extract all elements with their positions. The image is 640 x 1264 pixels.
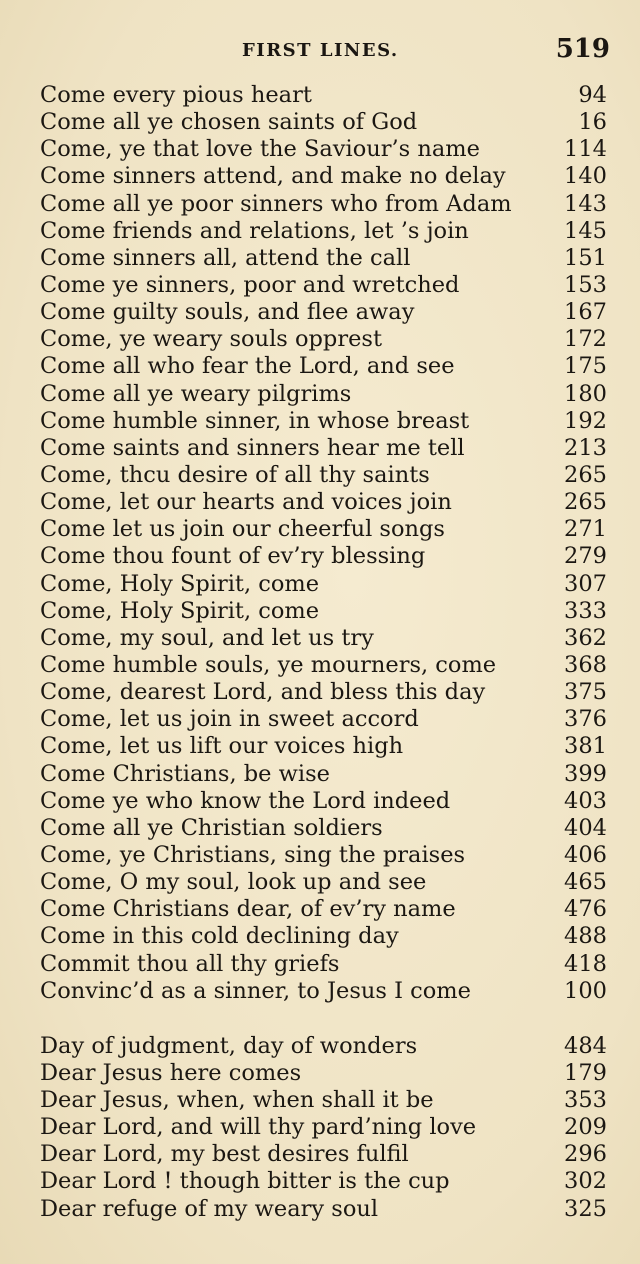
hymn-number: 153 [564,271,607,298]
hymn-number: 465 [564,869,607,896]
hymn-number: 404 [564,814,607,841]
index-entry [0,82,640,109]
index-entry [0,462,640,489]
hymn-first-line: Come let us join our cheerful songs [40,516,445,543]
hymn-first-line: Come, ye weary souls opprest [40,326,382,353]
index-entry [0,652,640,679]
hymn-number: 172 [564,326,607,353]
hymn-first-line: Come, Holy Spirit, come [40,570,320,597]
hymn-number: 100 [564,977,607,1004]
index-entry [0,706,640,733]
index-entry [0,1196,640,1223]
index-entry [0,679,640,706]
hymn-first-line: Come, let our hearts and voices join [40,489,452,516]
hymn-number: 418 [564,950,607,977]
hymn-number: 209 [564,1114,607,1141]
hymn-number: 114 [564,136,607,163]
hymn-number: 362 [564,624,607,651]
hymn-number: 353 [564,1087,607,1114]
hymn-first-line: Come, ye that love the Saviour’s name [40,136,480,163]
hymn-first-line: Convinc’d as a sinner, to Jesus I come [40,977,471,1004]
index-entry [0,923,640,950]
index-entry [0,761,640,788]
hymn-first-line: Come thou fount of ev’ry blessing [40,543,426,570]
hymn-first-line: Come, Holy Spirit, come [40,597,320,624]
index-entry [0,191,640,218]
hymn-first-line: Come, let us lift our voices high [40,733,404,760]
index-entry [0,435,640,462]
hymn-number: 325 [564,1195,607,1222]
hymn-number: 368 [564,651,607,678]
hymn-first-line: Come ye sinners, poor and wretched [40,271,460,298]
page-header [0,30,640,70]
hymn-first-line: Dear Lord, my best desires fulfil [40,1141,409,1168]
hymn-number: 265 [564,489,607,516]
index-entry [0,951,640,978]
hymn-number: 376 [564,706,607,733]
hymn-number: 484 [564,1032,607,1059]
index-entry [0,1141,640,1168]
index-entry [0,1168,640,1195]
hymn-first-line: Commit thou all thy griefs [40,950,340,977]
index-entry [0,896,640,923]
index-entry [0,543,640,570]
hymn-number: 476 [564,896,607,923]
hymn-number: 213 [564,434,607,461]
index-entry [0,408,640,435]
hymn-first-line: Come ye who know the Lord indeed [40,787,451,814]
hymn-first-line: Come humble sinner, in whose breast [40,407,470,434]
index-entry [0,353,640,380]
index-entry [0,571,640,598]
hymn-first-line: Dear Lord ! though bitter is the cup [40,1168,450,1195]
page-number: 519 [555,34,610,64]
index-entry [0,842,640,869]
hymn-first-line: Come guilty souls, and flee away [40,299,415,326]
index-entry [0,218,640,245]
index-entry [0,815,640,842]
index-entry [0,381,640,408]
hymn-first-line: Come Christians dear, of ev’ry name [40,896,456,923]
hymn-first-line: Come humble souls, ye mourners, come [40,651,497,678]
index-entry [0,272,640,299]
hymn-number: 179 [564,1059,607,1086]
hymn-number: 307 [564,570,607,597]
hymn-first-line: Dear Jesus here comes [40,1059,302,1086]
hymn-number: 180 [564,380,607,407]
hymn-number: 279 [564,543,607,570]
hymn-first-line: Come, ye Christians, sing the praises [40,841,466,868]
hymn-first-line: Come every pious heart [40,82,312,108]
hymn-number: 403 [564,787,607,814]
hymn-first-line: Come all ye weary pilgrims [40,380,352,407]
index-entry [0,299,640,326]
hymn-number: 381 [564,733,607,760]
index-entry [0,978,640,1005]
hymn-number: 488 [564,923,607,950]
index-entry [0,1114,640,1141]
hymn-first-line: Come in this cold declining day [40,923,399,950]
hymn-first-line: Come all ye Christian soldiers [40,814,383,841]
index-entry [0,1087,640,1114]
hymn-number: 175 [564,353,607,380]
hymn-number: 302 [564,1168,607,1195]
index-entry [0,733,640,760]
hymn-number: 271 [564,516,607,543]
hymn-first-line: Dear Lord, and will thy pard’ning love [40,1114,477,1141]
hymn-number: 151 [564,244,607,271]
index-entry [0,1060,640,1087]
hymn-first-line: Come all who fear the Lord, and see [40,353,455,380]
hymn-first-line: Come, thcu desire of all thy saints [40,461,430,488]
index-entry [0,489,640,516]
hymn-first-line: Come friends and relations, let ’s join [40,217,469,244]
index-entry [0,516,640,543]
hymn-first-line: Come, dearest Lord, and bless this day [40,679,486,706]
hymn-first-line: Come, let us join in sweet accord [40,706,419,733]
hymn-number: 399 [564,760,607,787]
index-entry [0,625,640,652]
hymn-first-line: Day of judgment, day of wonders [40,1032,418,1059]
first-lines-index [0,82,640,1223]
index-entry [0,245,640,272]
hymn-first-line: Come sinners all, attend the call [40,244,411,271]
index-entry [0,326,640,353]
hymn-first-line: Come, my soul, and let us try [40,624,374,651]
hymn-first-line: Come Christians, be wise [40,760,330,787]
hymn-first-line: Come all ye chosen saints of God [40,109,418,136]
hymn-first-line: Come all ye poor sinners who from Adam [40,190,512,217]
hymn-number: 16 [578,109,607,136]
hymn-number: 140 [564,163,607,190]
hymn-number: 296 [564,1141,607,1168]
hymn-number: 265 [564,461,607,488]
index-entry [0,869,640,896]
hymn-number: 192 [564,407,607,434]
running-title: FIRST LINES. [242,40,399,61]
hymn-number: 143 [564,190,607,217]
group-separator [0,1005,640,1033]
hymn-first-line: Come, O my soul, look up and see [40,869,427,896]
hymn-first-line: Dear Jesus, when, when shall it be [40,1087,434,1114]
hymn-number: 167 [564,299,607,326]
index-entry [0,788,640,815]
hymn-number: 333 [564,597,607,624]
index-entry [0,109,640,136]
hymn-first-line: Come sinners attend, and make no delay [40,163,506,190]
index-entry [0,1033,640,1060]
hymn-number: 145 [564,217,607,244]
hymn-first-line: Dear refuge of my weary soul [40,1195,379,1222]
hymn-first-line: Come saints and sinners hear me tell [40,434,465,461]
hymn-number: 94 [578,82,607,108]
index-entry [0,598,640,625]
hymn-number: 375 [564,679,607,706]
hymn-number: 406 [564,841,607,868]
index-entry [0,136,640,163]
index-entry [0,163,640,190]
